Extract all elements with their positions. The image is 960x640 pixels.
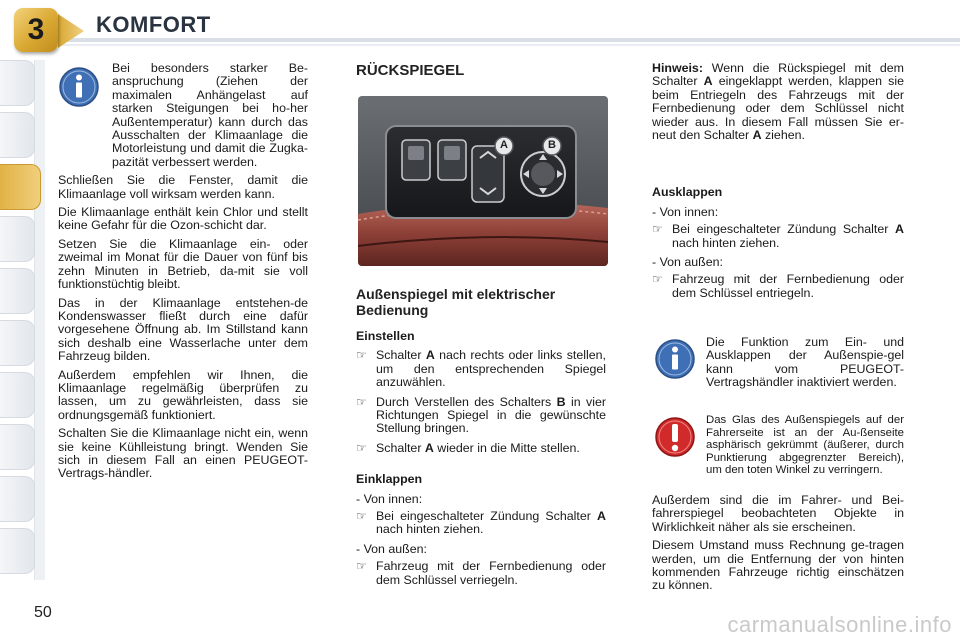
side-tab-3-active[interactable] xyxy=(0,164,41,210)
dash-item: - Von innen: xyxy=(652,204,719,219)
warning-icon xyxy=(654,416,696,458)
side-tab-5[interactable] xyxy=(0,268,35,314)
side-tab-6[interactable] xyxy=(0,320,35,366)
door-panel-illustration xyxy=(358,96,608,266)
header-divider-thin xyxy=(60,44,960,46)
side-tab-8[interactable] xyxy=(0,424,35,470)
side-tab-7[interactable] xyxy=(0,372,35,418)
paragraph: Die Klimaanlage enthält kein Chlor und stellt keine Gefahr für die Ozon-schicht dar. xyxy=(58,205,308,233)
side-tab-9[interactable] xyxy=(0,476,35,522)
pointing-hand-icon: ☞ xyxy=(652,222,663,237)
pointing-hand-icon: ☞ xyxy=(356,559,367,574)
left-column xyxy=(58,62,308,486)
warning-note xyxy=(706,414,904,482)
page-title: KOMFORT xyxy=(96,12,211,37)
dash-item: - Von außen: xyxy=(652,255,723,270)
list-item: ☞ Schalter A nach rechts oder links stellen, um den entsprechenden Spiegel anzuwählen. xyxy=(356,348,606,390)
list-item: ☞ Schalter A wieder in die Mitte stellen. xyxy=(356,440,580,455)
mirror-control-photo xyxy=(358,96,608,266)
pointing-hand-icon: ☞ xyxy=(356,509,367,524)
side-tab-10[interactable] xyxy=(0,528,35,574)
einklappen-title: Einklappen xyxy=(356,472,423,487)
pointing-hand-icon: ☞ xyxy=(652,272,663,287)
side-tab-4[interactable] xyxy=(0,216,35,262)
hinweis-paragraph: Hinweis: Wenn die Rückspiegel mit dem Schalter A eingeklappt werden, klappen sie beim Entriegeln des Fahrzeugs mit der Fernbedienung oder dem Schlüssel nicht wieder aus. In diesem Fall müssen Sie er-neut den Schalter A ziehen. xyxy=(652,61,904,143)
list-item: ☞ Fahrzeug mit der Fernbedienung oder dem Schlüssel verriegeln. xyxy=(356,559,606,587)
list-item: ☞ Fahrzeug mit der Fernbedienung oder dem Schlüssel entriegeln. xyxy=(652,272,904,300)
paragraph: Diesem Umstand muss Rechnung ge-tragen werden, um die Entfernung der von hinten kommenden Fahrzeuge richtig einschätzen zu können. xyxy=(652,538,904,593)
label-a: A xyxy=(500,139,508,151)
section-title: RÜCKSPIEGEL xyxy=(356,62,465,79)
side-tab-1[interactable] xyxy=(0,60,35,106)
paragraph: Außerdem empfehlen wir Ihnen, die Klimaanlage regelmäßig überprüfen zu lassen, um zu gewährleisten, dass sie ordnungsgemäß funktioniert. xyxy=(58,367,308,422)
info-note-text: Die Funktion zum Ein- und Ausklappen der Außenspie-gel kann vom PEUGEOT-Vertragshändler inaktiviert werden. xyxy=(706,335,904,390)
warning-note-text: Das Glas des Außenspiegels auf der Fahrerseite ist an der Au-ßenseite asphärisch gekrümmt (äußerer, durch Punktierung abgegrenzter Bereich), um den toten Winkel zu verringern. xyxy=(706,414,904,477)
einstellen-title: Einstellen xyxy=(356,329,415,343)
right-column-bottom xyxy=(652,494,904,598)
info-note xyxy=(706,336,904,395)
page-number: 50 xyxy=(34,604,52,621)
header-divider xyxy=(48,38,960,42)
chapter-side-tabs xyxy=(0,60,48,580)
chapter-number-badge: 3 xyxy=(14,8,58,52)
list-item: ☞ Bei eingeschalteter Zündung Schalter A nach hinten ziehen. xyxy=(652,222,904,250)
pointing-hand-icon: ☞ xyxy=(356,394,367,409)
middle-column xyxy=(356,286,606,593)
watermark: carmanualsonline.info xyxy=(727,612,952,637)
dash-item: - Von außen: xyxy=(356,541,427,556)
paragraph: Schalten Sie die Klimaanlage nicht ein, wenn sie keine Kühlleistung bringt. Wenden Sie sich in diesem Fall an einen PEUGEOT- Vertrags-händler. xyxy=(58,426,308,481)
subsection-title: Außenspiegel mit elektrischer Bedienung xyxy=(356,286,556,318)
dash-item: - Von innen: xyxy=(356,491,423,506)
paragraph: Schließen Sie die Fenster, damit die Klimaanlage voll wirksam werden kann. xyxy=(58,173,308,201)
list-item: ☞ Bei eingeschalteter Zündung Schalter A nach hinten ziehen. xyxy=(356,509,606,537)
ausklappen-title: Ausklappen xyxy=(652,185,723,200)
paragraph: Bei besonders starker Be-anspruchung (Ziehen der maximalen Anhängelast auf starken Steigungen bei ho-her Außentemperatur) kann durch das Ausschalten der Klimaanlage die Motorleistung und damit die Zugka-pazität verbessert werden. xyxy=(112,61,308,169)
paragraph: Außerdem sind die im Fahrer- und Bei-fahrerspiegel beobachteten Objekte in Wirklichkeit näher als sie erscheinen. xyxy=(652,493,904,534)
info-icon xyxy=(654,338,696,380)
side-tab-2[interactable] xyxy=(0,112,35,158)
list-item: ☞ Durch Verstellen des Schalters B in vier Richtungen Spiegel in die gewünschte Stellung bringen. xyxy=(356,394,606,436)
pointing-hand-icon: ☞ xyxy=(356,348,367,363)
paragraph: Das in der Klimaanlage entstehen-de Kondenswasser fließt durch eine dafür vorgesehene Öffnung ab. Im Stillstand kann sich deshalb eine Wasserlache unter dem Fahrzeug bilden. xyxy=(58,295,308,364)
hinweis-label: Hinweis: xyxy=(652,61,703,75)
label-b: B xyxy=(548,139,556,151)
right-column xyxy=(652,62,904,306)
paragraph: Setzen Sie die Klimaanlage ein- oder zweimal im Monat für die Dauer von fünf bis zehn Minuten in Betrieb, da-mit sie voll funktionstüchtig bleibt. xyxy=(58,236,308,292)
pointing-hand-icon: ☞ xyxy=(356,440,367,455)
middle-column-title xyxy=(356,62,606,87)
